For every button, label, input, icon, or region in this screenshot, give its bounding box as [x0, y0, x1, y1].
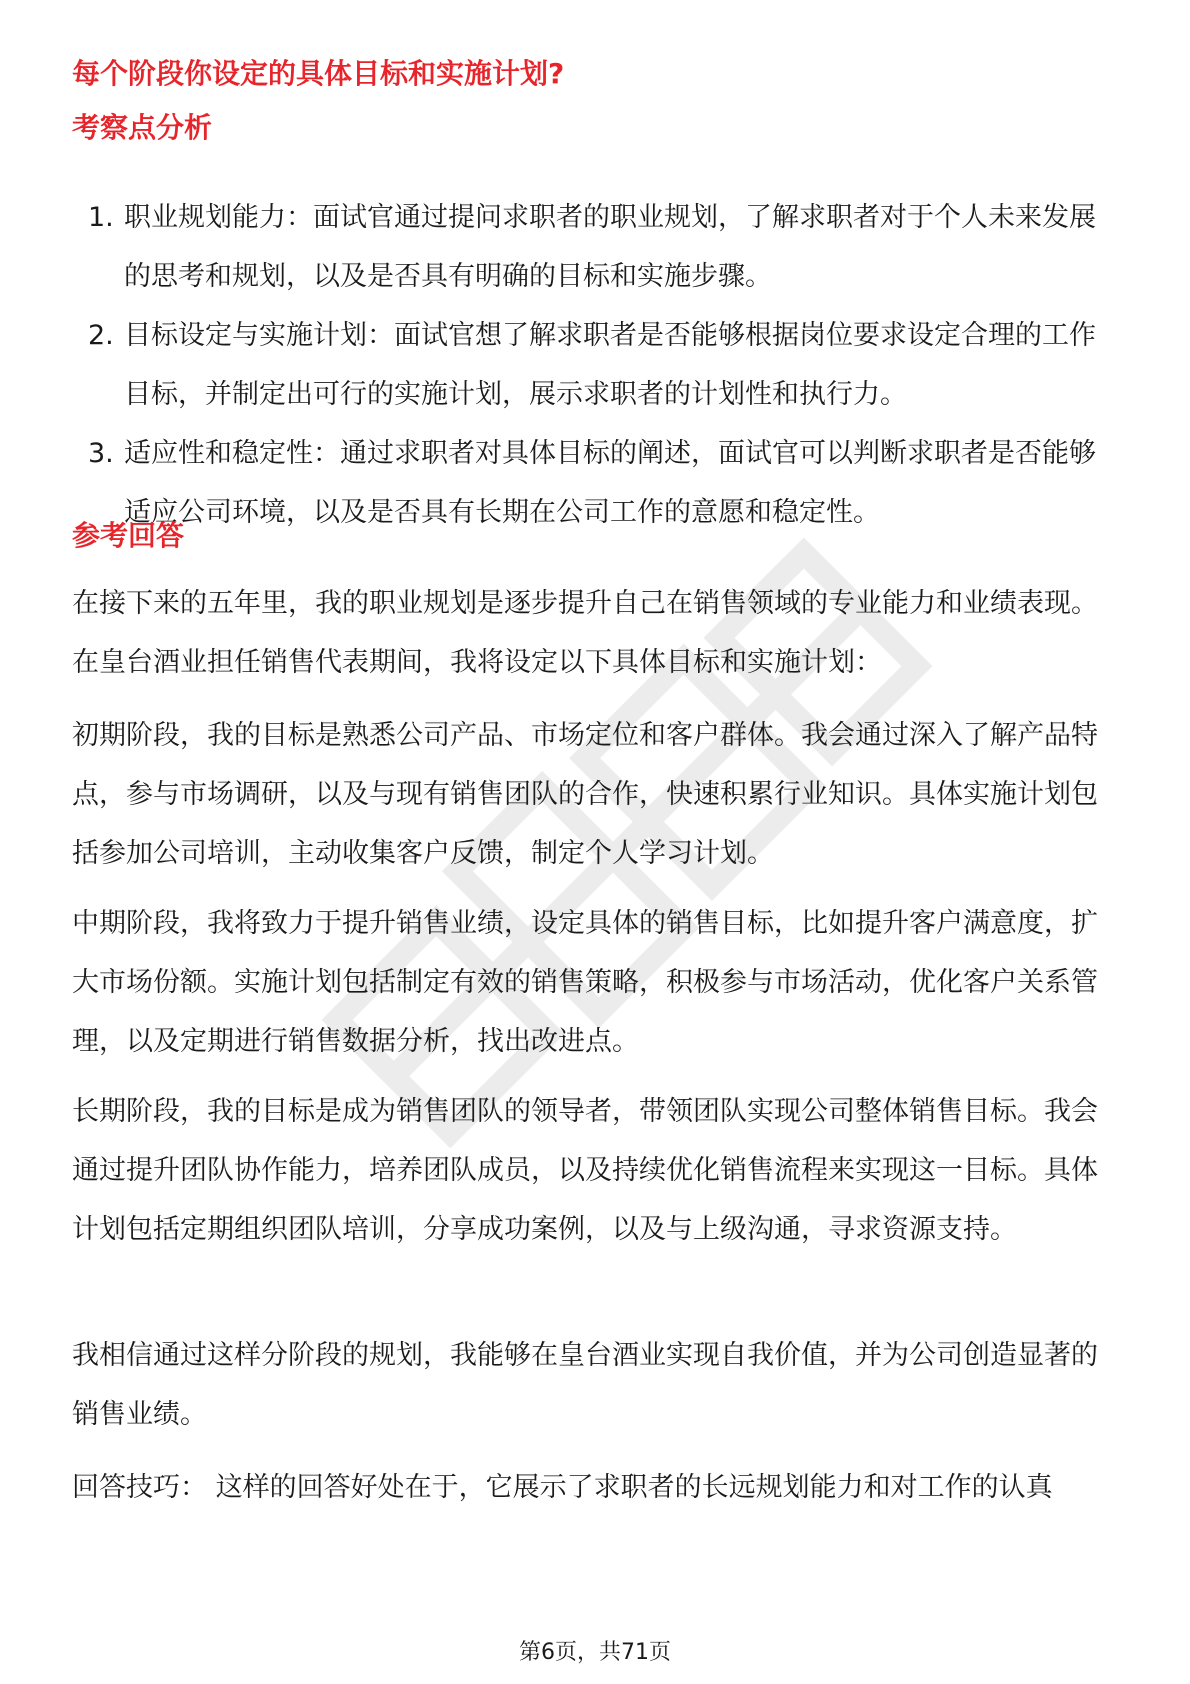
- analysis-heading: 考察点分析: [72, 111, 213, 144]
- answer-heading: 参考回答: [72, 519, 185, 552]
- list-item-text: 职业规划能力：面试官通过提问求职者的职业规划，了解求职者对于个人未来发展的思考和规划，以及是否具有明确的目标和实施步骤。: [124, 202, 1096, 292]
- list-item: [72, 306, 1117, 424]
- question-title: 每个阶段你设定的具体目标和实施计划?: [72, 57, 565, 90]
- list-item-text: 目标设定与实施计划：面试官想了解求职者是否能够根据岗位要求设定合理的工作目标，并制定出可行的实施计划，展示求职者的计划性和执行力。: [124, 320, 1096, 410]
- list-number: 1.: [88, 202, 114, 233]
- analysis-list: [72, 188, 1117, 542]
- answer-paragraph: 中期阶段，我将致力于提升销售业绩，设定具体的销售目标，比如提升客户满意度，扩大市场份额。实施计划包括制定有效的销售策略，积极参与市场活动，优化客户关系管理，以及定期进行销售数据分析，找出改进点。: [72, 908, 1098, 1057]
- list-item-text: 适应性和稳定性：通过求职者对具体目标的阐述，面试官可以判断求职者是否能够适应公司环境，以及是否具有长期在公司工作的意愿和稳定性。: [124, 438, 1096, 528]
- answer-paragraph: 我相信通过这样分阶段的规划，我能够在皇台酒业实现自我价值，并为公司创造显著的销售业绩。: [72, 1340, 1098, 1430]
- list-item: [72, 424, 1117, 542]
- answer-paragraph: 长期阶段，我的目标是成为销售团队的领导者，带领团队实现公司整体销售目标。我会通过提升团队协作能力，培养团队成员，以及持续优化销售流程来实现这一目标。具体计划包括定期组织团队培训，分享成功案例，以及与上级沟通，寻求资源支持。: [72, 1096, 1098, 1245]
- answer-paragraph: 初期阶段，我的目标是熟悉公司产品、市场定位和客户群体。我会通过深入了解产品特点，参与市场调研，以及与现有销售团队的合作，快速积累行业知识。具体实施计划包括参加公司培训，主动收集客户反馈，制定个人学习计划。: [72, 720, 1098, 869]
- answer-paragraph: 在接下来的五年里，我的职业规划是逐步提升自己在销售领域的专业能力和业绩表现。在皇台酒业担任销售代表期间，我将设定以下具体目标和实施计划：: [72, 588, 1098, 678]
- answer-tips: 回答技巧： 这样的回答好处在于，它展示了求职者的长远规划能力和对工作的认真: [72, 1472, 1053, 1503]
- list-item: [72, 188, 1117, 306]
- list-number: 3.: [88, 438, 114, 469]
- list-number: 2.: [88, 320, 114, 351]
- page-footer: 第6页，共71页: [519, 1640, 671, 1665]
